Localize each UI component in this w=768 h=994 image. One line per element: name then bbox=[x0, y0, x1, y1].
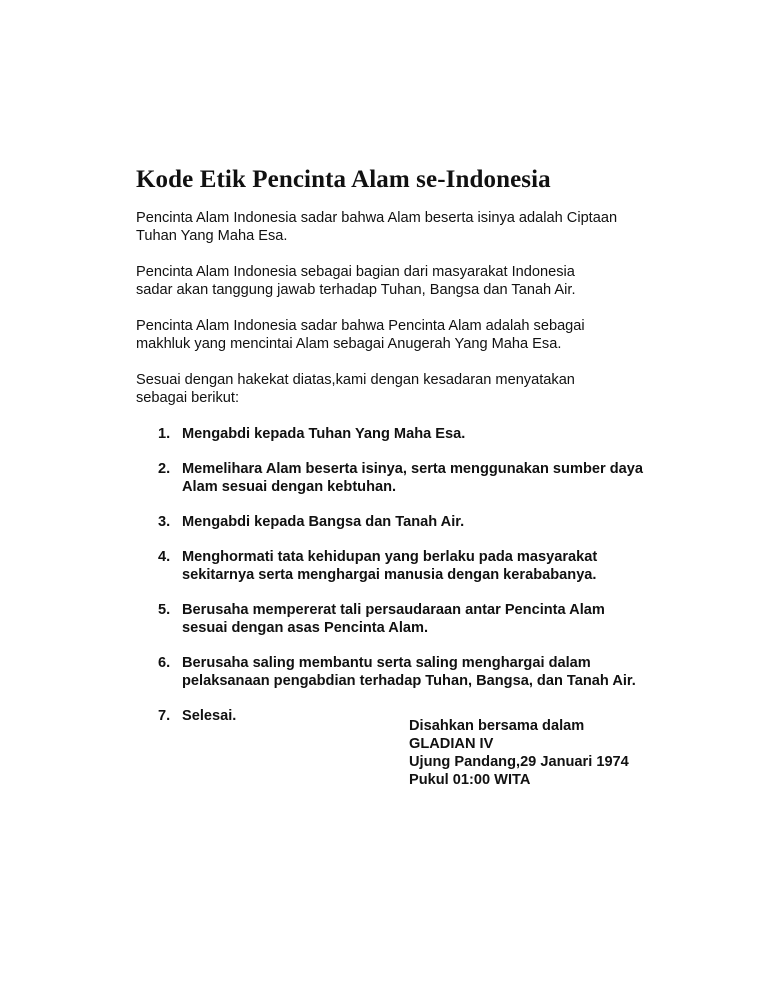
signature-line: Ujung Pandang,29 Januari 1974 bbox=[409, 754, 629, 770]
document-title: Kode Etik Pencinta Alam se-Indonesia bbox=[136, 166, 551, 193]
paragraph-1 bbox=[136, 209, 696, 245]
list-item bbox=[136, 425, 696, 443]
paragraph-line: makhluk yang mencintai Alam sebagai Anugerah Yang Maha Esa. bbox=[136, 336, 562, 352]
list-item bbox=[136, 513, 696, 531]
signature-line: Pukul 01:00 WITA bbox=[409, 772, 531, 788]
list-item bbox=[136, 654, 696, 690]
signature-line: Disahkan bersama dalam bbox=[409, 718, 585, 734]
paragraph-line: Tuhan Yang Maha Esa. bbox=[136, 228, 288, 244]
list-number: 1. bbox=[158, 426, 171, 442]
list-item-line: Menghormati tata kehidupan yang berlaku pada masyarakat bbox=[182, 549, 598, 565]
paragraph-line: Pencinta Alam Indonesia sebagai bagian dari masyarakat Indonesia bbox=[136, 264, 575, 280]
paragraph-3 bbox=[136, 317, 696, 353]
list-item-line: Memelihara Alam beserta isinya, serta menggunakan sumber daya bbox=[182, 461, 643, 477]
paragraph-line: Sesuai dengan hakekat diatas,kami dengan kesadaran menyatakan bbox=[136, 372, 575, 388]
list-number: 7. bbox=[158, 708, 171, 724]
paragraph-4 bbox=[136, 371, 696, 407]
list-number: 4. bbox=[158, 549, 171, 565]
list-item-line: sesuai dengan asas Pencinta Alam. bbox=[182, 620, 429, 636]
list-item-line: sekitarnya serta menghargai manusia dengan kerababanya. bbox=[182, 567, 597, 583]
paragraph-line: sebagai berikut: bbox=[136, 390, 240, 406]
list-item-line: Alam sesuai dengan kebtuhan. bbox=[182, 479, 397, 495]
list-item-line: Berusaha saling membantu serta saling menghargai dalam bbox=[182, 655, 591, 671]
list-item-line: Selesai. bbox=[182, 708, 237, 724]
paragraph-line: Pencinta Alam Indonesia sadar bahwa Pencinta Alam adalah sebagai bbox=[136, 318, 585, 334]
list-item-line: Berusaha mempererat tali persaudaraan antar Pencinta Alam bbox=[182, 602, 605, 618]
list-number: 2. bbox=[158, 461, 171, 477]
signature-block bbox=[409, 717, 629, 789]
paragraph-line: Pencinta Alam Indonesia sadar bahwa Alam beserta isinya adalah Ciptaan bbox=[136, 210, 618, 226]
list-item bbox=[136, 460, 696, 496]
paragraph-2 bbox=[136, 263, 696, 299]
list-item-line: Mengabdi kepada Bangsa dan Tanah Air. bbox=[182, 514, 465, 530]
signature-line: GLADIAN IV bbox=[409, 736, 494, 752]
list-item bbox=[136, 601, 696, 637]
paragraph-line: sadar akan tanggung jawab terhadap Tuhan, Bangsa dan Tanah Air. bbox=[136, 282, 576, 298]
list-item-line: pelaksanaan pengabdian terhadap Tuhan, Bangsa, dan Tanah Air. bbox=[182, 673, 636, 689]
list-number: 5. bbox=[158, 602, 171, 618]
list-item bbox=[136, 548, 696, 584]
code-of-ethics-list bbox=[136, 425, 696, 725]
list-item-line: Mengabdi kepada Tuhan Yang Maha Esa. bbox=[182, 426, 466, 442]
document-body bbox=[136, 165, 696, 725]
list-number: 6. bbox=[158, 655, 171, 671]
list-number: 3. bbox=[158, 514, 171, 530]
